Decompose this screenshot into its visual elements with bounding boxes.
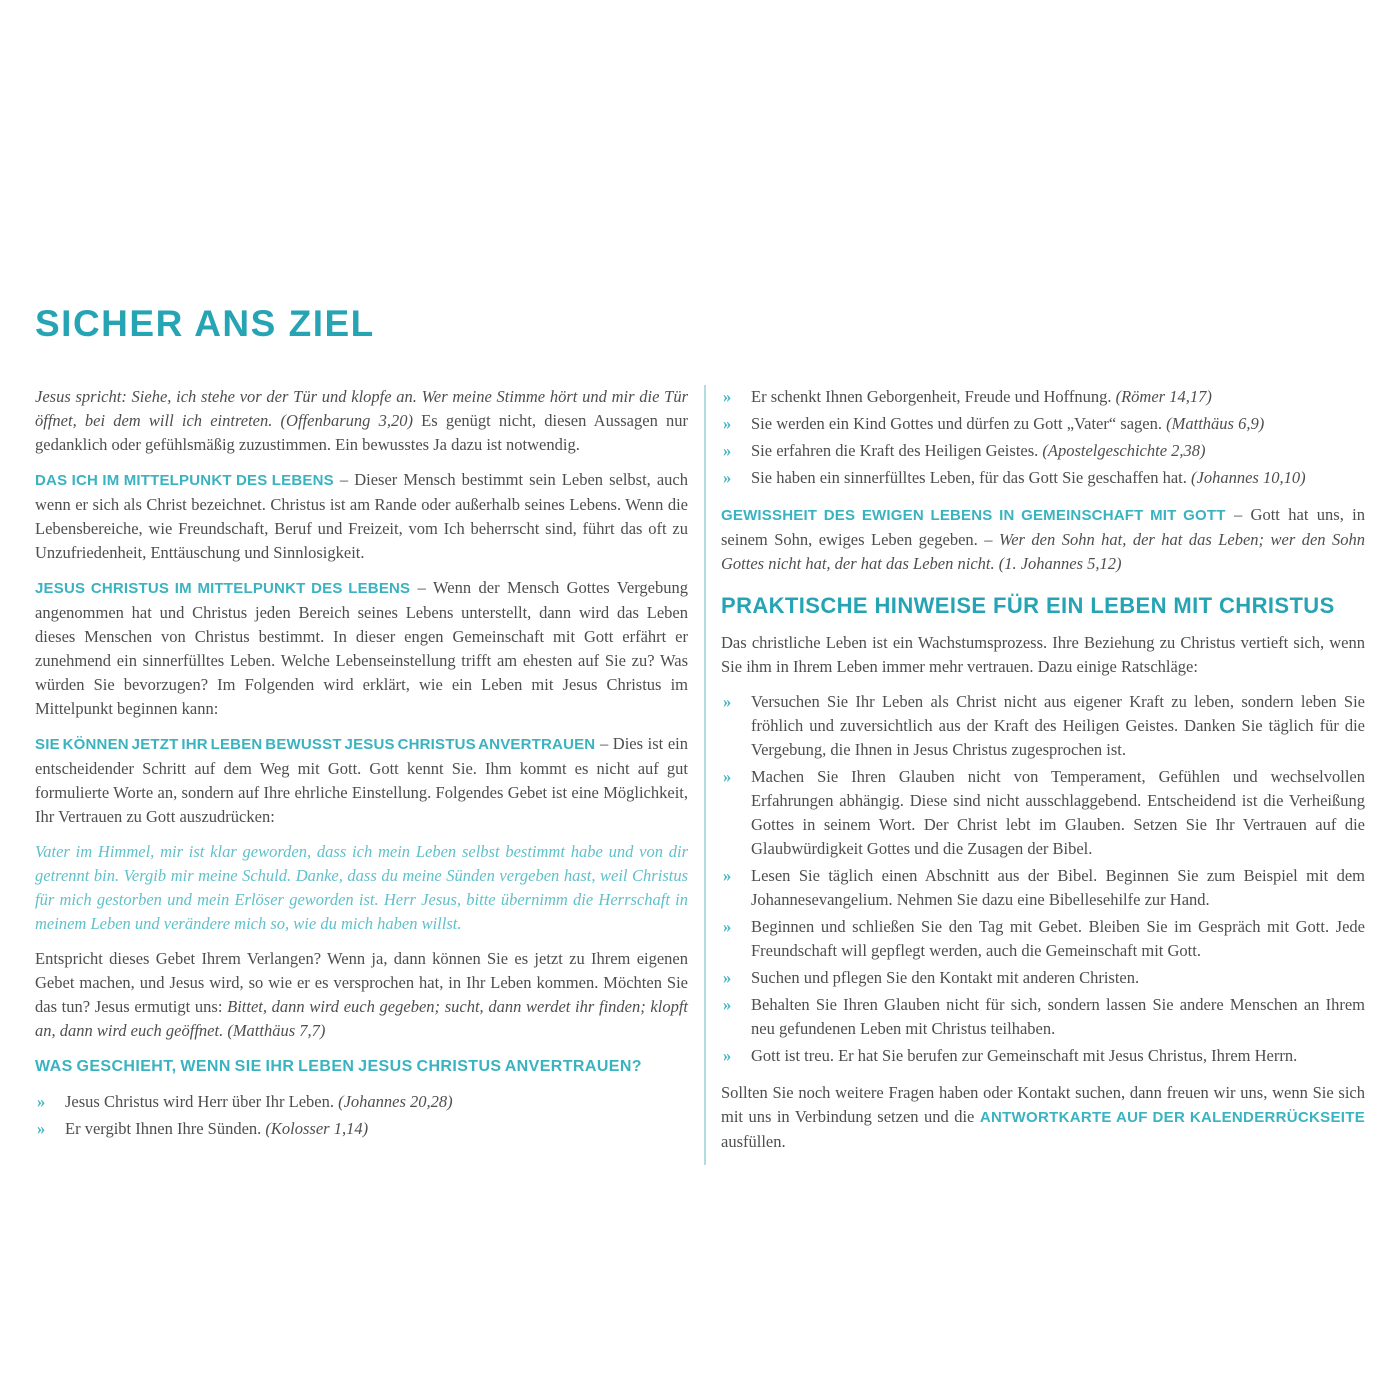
list-item [721,915,1365,963]
intro-paragraph [35,385,688,457]
list-item-text: Beginnen und schließen Sie den Tag mit Gebet. Bleiben Sie im Gespräch mit Gott. Jede Freundschaft will gepflegt werden, auch die Gemeinschaft mit Gott. [751,917,1365,960]
list-item [721,439,1365,463]
inline-heading: GEWISSHEIT DES EWIGEN LEBENS IN GEMEINSCHAFT MIT GOTT [721,507,1226,524]
promises-list [35,1090,688,1141]
section-paragraph-christus-im-mittelpunkt [35,576,688,721]
left-column [35,385,704,1165]
paragraph-text: ausfüllen. [721,1132,786,1151]
list-item [35,1090,688,1114]
bullet-marker-icon: » [723,692,732,711]
list-item [721,690,1365,762]
bullet-marker-icon: » [723,995,732,1014]
inline-heading: JESUS CHRISTUS IM MITTELPUNKT DES LEBENS [35,580,411,597]
bullet-marker-icon: » [37,1092,46,1111]
paragraph-text: – Dies ist ein entscheidender Schritt auf dem Weg mit Gott. Gott kennt Sie. Ihm kommt es nicht auf gut formulierte Worte an, sondern auf Ihre ehrliche Einstellung. Folgendes Gebet ist eine Möglichkeit, Ihr Vertrauen zu Gott auszudrücken: [35,734,688,826]
list-item-text: Sie werden ein Kind Gottes und dürfen zu Gott „Vater“ sagen. [751,414,1163,433]
scripture-ref: (Kolosser 1,14) [265,1119,369,1138]
list-item-text: Er vergibt Ihnen Ihre Sünden. [65,1119,262,1138]
list-item [721,864,1365,912]
list-item [721,466,1365,490]
list-item [721,385,1365,409]
page-title: SICHER ANS ZIEL [35,303,375,344]
bullet-marker-icon: » [37,1119,46,1138]
section-paragraph-ich-im-mittelpunkt [35,468,688,565]
section-subheading: PRAKTISCHE HINWEISE FÜR EIN LEBEN MIT CHRISTUS [721,593,1335,618]
list-item [721,412,1365,436]
two-column-layout [35,385,1365,1165]
blessings-list [721,385,1365,490]
list-item-text: Er schenkt Ihnen Geborgenheit, Freude und Hoffnung. [751,387,1112,406]
paragraph-text: – Dieser Mensch bestimmt sein Leben selbst, auch wenn er sich als Christ bezeichnet. Christus ist am Rande oder außerhalb seines Lebens. Wenn die Lebensbereiche, wie Freundschaft, Beruf und Freizeit, vom Ich beherrscht sind, führt das oft zu Unzufriedenheit, Enttäuschung und Sinnlosigkeit. [35,470,689,562]
list-item-text: Suchen und pflegen Sie den Kontakt mit anderen Christen. [751,968,1140,987]
inline-heading: SIE KÖNNEN JETZT IHR LEBEN BEWUSST JESUS CHRISTUS ANVERTRAUEN [35,736,596,753]
bullet-marker-icon: » [723,468,732,487]
list-item [721,1044,1365,1068]
response-paragraph [35,947,688,1043]
bullet-marker-icon: » [723,387,732,406]
list-item-text: Versuchen Sie Ihr Leben als Christ nicht aus eigener Kraft zu leben, sondern leben Sie fröhlich und zuversichtlich aus der Kraft des Heiligen Geistes. Danken Sie täglich für die Vergebung, die Ihnen in Jesus Christus zugesprochen ist. [751,692,1365,759]
right-column [704,385,1365,1165]
bullet-marker-icon: » [723,441,732,460]
list-item-text: Jesus Christus wird Herr über Ihr Leben. [65,1092,334,1111]
paragraph-text: – Gott hat uns, in seinem Sohn, ewiges Leben gegeben. – [721,505,1366,549]
scripture-quote: Jesus spricht: Siehe, ich stehe vor der Tür und klopfe an. Wer meine Stimme hört und mir die Tür öffnet, bei dem will ich eintreten. (Offenbarung 3,20) [35,387,688,430]
list-item [721,966,1365,990]
list-item-text: Gott ist treu. Er hat Sie berufen zur Gemeinschaft mit Jesus Christus, Ihrem Herrn. [751,1046,1298,1065]
scripture-ref: (Apostelgeschichte 2,38) [1042,441,1206,460]
closing-paragraph [721,1081,1365,1154]
bullet-marker-icon: » [723,414,732,433]
scripture-ref: (Römer 14,17) [1115,387,1212,406]
scripture-quote: Wer den Sohn hat, der hat das Leben; wer den Sohn Gottes nicht hat, der hat das Leben nicht. (1. Johannes 5,12) [721,530,1365,573]
advice-list [721,690,1365,1068]
list-item [721,993,1365,1041]
inline-heading: DAS ICH IM MITTELPUNKT DES LEBENS [35,472,334,489]
page-content [35,303,1365,1165]
scripture-ref: (Johannes 20,28) [338,1092,453,1111]
list-item-text: Sie erfahren die Kraft des Heiligen Geistes. [751,441,1039,460]
bullet-marker-icon: » [723,968,732,987]
paragraph-text: – Wenn der Mensch Gottes Vergebung angenommen hat und Christus jeden Bereich seines Lebens unterstellt, dann wird das Leben dieses Menschen von Christus bestimmt. In dieser engen Gemeinschaft mit Gott erfährt er zunehmend ein sinnerfülltes Leben. Welche Lebenseinstellung trifft am ehesten auf Sie zu? Was würden Sie bevorzugen? Im Folgenden wird erklärt, wie ein Leben mit Jesus Christus im Mittelpunkt beginnen kann: [35,578,688,718]
question-heading: WAS GESCHIEHT, WENN SIE IHR LEBEN JESUS CHRISTUS ANVERTRAUEN? [35,1058,642,1075]
bullet-marker-icon: » [723,917,732,936]
bullet-marker-icon: » [723,866,732,885]
prayer-paragraph: Vater im Himmel, mir ist klar geworden, dass ich mein Leben selbst bestimmt habe und von dir getrennt bin. Vergib mir meine Schuld. Danke, dass du meine Sünden vergeben hast, weil Christus für mich gestorben und mein Erlöser geworden ist. Herr Jesus, bitte übernimm die Herrschaft in meinem Leben und verändere mich so, wie du mich haben willst. [35,842,688,933]
scripture-ref: (Johannes 10,10) [1191,468,1306,487]
section-paragraph-gewissheit [721,503,1365,576]
list-item [35,1117,688,1141]
scripture-quote: Bittet, dann wird euch gegeben; sucht, dann werdet ihr finden; klopft an, dann wird euch geöffnet. (Matthäus 7,7) [35,997,688,1040]
section-paragraph-anvertrauen [35,732,688,829]
list-item-text: Sie haben ein sinnerfülltes Leben, für das Gott Sie geschaffen hat. [751,468,1187,487]
list-item-text: Behalten Sie Ihren Glauben nicht für sich, sondern lassen Sie andere Menschen an Ihrem neu gefundenen Leben mit Christus teilhaben. [751,995,1365,1038]
bullet-marker-icon: » [723,767,732,786]
scripture-ref: (Matthäus 6,9) [1166,414,1265,433]
paragraph-text: Es genügt nicht, diesen Aussagen nur gedanklich oder gefühlsmäßig zuzustimmen. Ein bewusstes Ja dazu ist notwendig. [35,411,689,454]
list-item-text: Lesen Sie täglich einen Abschnitt aus der Bibel. Beginnen Sie zum Beispiel mit dem Johannesevangelium. Nehmen Sie dazu eine Bibellesehilfe zur Hand. [751,866,1365,909]
antwortkarte-link[interactable]: ANTWORTKARTE AUF DER KALENDERRÜCKSEITE [979,1109,1366,1126]
paragraph-text: Sollten Sie noch weitere Fragen haben oder Kontakt suchen, dann freuen wir uns, wenn Sie sich mit uns in Verbindung setzen und die [721,1083,1365,1126]
growth-intro-paragraph: Das christliche Leben ist ein Wachstumsprozess. Ihre Beziehung zu Christus vertieft sich, wenn Sie ihm in Ihrem Leben immer mehr vertrauen. Dazu einige Ratschläge: [721,633,1365,676]
paragraph-text: Entspricht dieses Gebet Ihrem Verlangen? Wenn ja, dann können Sie es jetzt zu Ihrem eigenen Gebet machen, und Jesus wird, so wie er es versprochen hat, in Ihr Leben kommen. Möchten Sie das tun? Jesus ermutigt uns: [35,949,688,1016]
bullet-marker-icon: » [723,1046,732,1065]
list-item [721,765,1365,861]
list-item-text: Machen Sie Ihren Glauben nicht von Temperament, Gefühlen und wechselvollen Erfahrungen abhängig. Diese sind nicht ausschlaggebend. Entscheidend ist die Verheißung Gottes in seinem Wort. Der Christ lebt im Glauben. Setzen Sie Ihr Vertrauen auf die Glaubwürdigkeit Gottes und die Zusagen der Bibel. [751,767,1365,858]
